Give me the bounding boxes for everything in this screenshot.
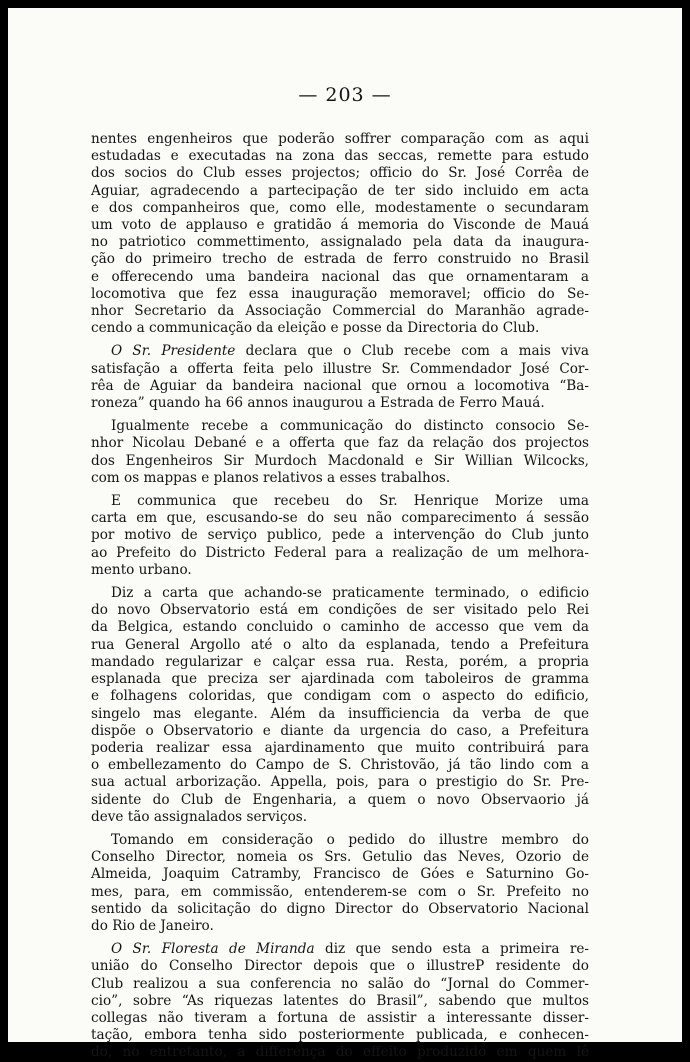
text-line: rua General Argollo até o alto da esplanada, tendo a Prefeitura [91,636,589,653]
text-line: nhor Secretario da Associação Commercial do Maranhão agrade- [91,303,589,320]
text-line: locomotiva que fez essa inauguração memoravel; officio do Se- [91,285,589,302]
text-line: nentes engenheiros que poderão soffrer comparação com as aqui [91,131,589,147]
text-line: e offerecendo uma bandeira nacional das que ornamentaram a [91,268,589,285]
text-line: singelo mas elegante. Além da insufficiencia da verba de que [91,705,589,722]
text-line: do novo Observatorio está em condições de ser visitado pelo Rei [91,602,589,619]
text-line: o embellezamento do Campo de S. Christovão, já tão lindo com a [91,757,589,774]
paragraph [91,493,589,579]
text-line: e dos companheiros que, como elle, modestamente o secundaram [91,199,589,216]
text-line: cendo a communicação da eleição e posse da Directoria do Club. [91,320,540,337]
text-line: roneza” quando ha 66 annos inaugurou a Estrada de Ferro Mauá. [91,395,545,412]
text-line: um voto de applauso e gratidão á memoria do Visconde de Mauá [91,217,589,234]
text-line: ção do primeiro trecho de estrada de ferro construido no Brasil [91,251,589,268]
paragraph [91,343,589,412]
text-line: mento urbano. [91,561,192,578]
text-line [91,343,589,360]
speaker-name: O Sr. Presidente [111,343,236,360]
text-line: dispõe o Observatorio e diante da urgencia do caso, a Prefeitura [91,722,589,739]
text-line: sentido da solicitação do digno Director do Observatorio Nacional [91,900,589,917]
text-line: do Rio de Janeiro. [91,917,214,934]
text-line: dos socios do Club esses projectos; officio do Sr. José Corrêa de [91,165,589,182]
text-line: Conselho Director, nomeia os Srs. Getulio das Neves, Ozorio de [91,849,589,866]
text-line: mandado regularizar e calçar essa rua. Resta, porém, a propria [91,653,589,670]
text-line: Almeida, Joaquim Catramby, Francisco de Góes e Saturnino Go- [91,866,589,883]
paragraph [91,131,589,337]
text-line: Igualmente recebe a communicação do distincto consocio Se- [111,418,589,435]
text-span: diz que sendo esta a primeira re- [314,941,589,958]
text-line: ao Prefeito do Districto Federal para a realização de um melhora- [91,544,589,561]
text-line: com os mappas e planos relativos a esses trabalhos. [91,469,451,486]
text-line: dos Engenheiros Sir Murdoch Macdonald e Sir Willian Wilcocks, [91,452,589,469]
paragraph [91,832,589,935]
text-line: sidente do Club de Engenharia, a quem o novo Observaorio já [91,791,589,808]
text-line: Club realizou a sua conferencia no salão do “Jornal do Commer- [91,975,589,992]
text-span: declara que o Club recebe com a mais viva [235,343,589,360]
text-line: união do Conselho Director depois que o illustreP residente do [91,958,589,975]
text-line: estudadas e executadas na zona das seccas, remette para estudo [91,148,589,165]
text-line: rêa de Aguiar da bandeira nacional que ornou a locomotiva “Ba- [91,377,589,394]
text-line: esplanada que preciza ser ajardinada com taboleiros de gramma [91,671,589,688]
text-line: deve tão assignalados serviços. [91,808,308,825]
text-line: tação, embora tenha sido posteriormente publicada, e conhecen- [91,1027,589,1044]
paragraph [91,941,589,1061]
text-line: carta em que, escusando-se do seu não comparecimento á sessão [91,510,589,527]
text-line: cio”, sobre “As riquezas latentes do Brasil”, sabendo que multos [91,992,589,1009]
body-text [91,131,589,1062]
text-line [91,941,589,958]
text-line: E communica que recebeu do Sr. Henrique Morize uma [111,493,589,510]
text-line: poderia realizar essa ajardinamento que muito contribuirá para [91,739,589,756]
text-line: Tomando em consideração o pedido do illustre membro do [111,831,589,848]
text-line: nhor Nicolau Debané e a offerta que faz da relação dos projectos [91,435,589,452]
paragraph [91,585,589,826]
text-line: do, no entretanto, a differença do effeito produzido em quem lê [91,1044,589,1061]
text-line: Aguiar, agradecendo a partecipação de ter sido incluido em acta [91,182,589,199]
text-line: por motivo de serviço publico, pede a intervenção do Club junto [91,527,589,544]
paragraph [91,418,589,487]
speaker-name: O Sr. Floresta de Miranda [111,941,315,958]
text-line: mes, para, em commissão, entenderem-se com o Sr. Prefeito no [91,883,589,900]
page-number: — 203 — [298,84,392,106]
text-line: e folhagens coloridas, que condigam com o aspecto do edificio, [91,688,589,705]
text-line: satisfação a offerta feita pelo illustre Sr. Commendador José Cor- [91,360,589,377]
text-line: sua actual arborização. Appella, pois, para o prestigio do Sr. Pre- [91,774,589,791]
text-line: da Belgica, estando concluido o caminho de accesso que vem da [91,619,589,636]
text-line: Diz a carta que achando-se praticamente terminado, o edificio [111,585,589,602]
text-line: no patriotico commettimento, assignalado pela data da inaugura- [91,234,589,251]
book-page [8,8,682,1061]
text-line: collegas não tiveram a fortuna de assistir a interessante disser- [91,1009,589,1026]
